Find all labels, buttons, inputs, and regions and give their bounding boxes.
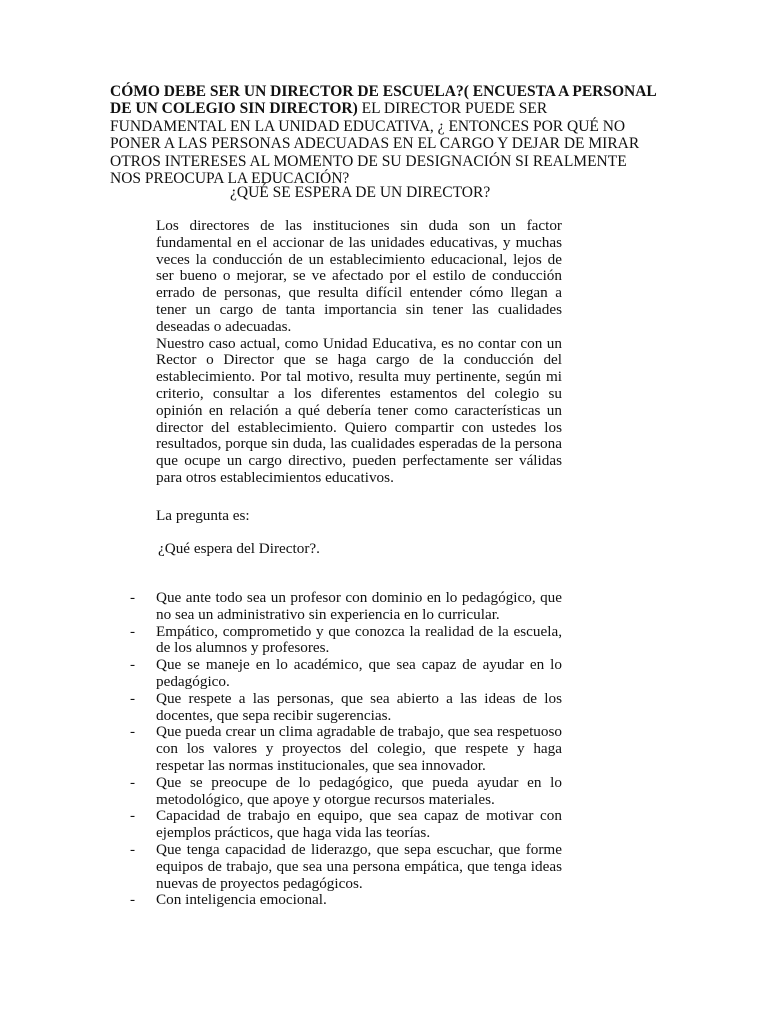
title-rest: EL DIRECTOR PUEDE SER FUNDAMENTAL EN LA UNIDAD EDUCATIVA, ¿ ENTONCES POR QUÉ NO PONER A LAS PERSONAS ADECUADAS EN EL CARGO Y DEJAR DE MIRAR OTROS INTERESES AL MOMENTO DE SU DESIGNACIÓN SI REALMENTE NOS PREOCUPA LA EDUCACIÓN? — [110, 100, 640, 188]
answer-text: Que ante todo sea un profesor con dominio en lo pedagógico, que no sea un administrativo sin experiencia en lo curricular. — [156, 589, 562, 623]
bullet-dash: - — [130, 723, 136, 741]
bullet-dash: - — [130, 773, 136, 791]
answer-text: Que respete a las personas, que sea abierto a las ideas de los docentes, que sepa recibir sugerencias. — [156, 689, 562, 724]
answer-text: Con inteligencia emocional. — [156, 891, 327, 909]
question-label: La pregunta es: — [156, 507, 250, 524]
list-item — [130, 775, 562, 809]
document-title — [110, 83, 658, 187]
answer-text: Que se maneje en lo académico, que sea capaz de ayudar en lo pedagógico. — [156, 656, 562, 690]
paragraph-2: Nuestro caso actual, como Unidad Educativa, es no contar con un Rector o Director que se haga cargo de la conducción del establecimiento. Por tal motivo, resulta muy pertinente, según mi criterio, consultar a los diferentes estamentos del colegio su opinión en relación a qué debería tener como características un director del establecimiento. Quiero compartir con ustedes los resultados, porque sin duda, las cualidades esperadas de la persona que ocupe un cargo directivo, pueden perfectamente ser válidas para otros establecimientos educativos. — [156, 334, 562, 486]
list-item — [130, 691, 562, 725]
bullet-dash: - — [130, 807, 136, 825]
answer-text: Empático, comprometido y que conozca la realidad de la escuela, de los alumnos y profesores. — [156, 622, 562, 657]
bullet-dash: - — [130, 891, 136, 909]
answer-text: Que se preocupe de lo pedagógico, que pueda ayudar en lo metodológico, que apoye y otorgue recursos materiales. — [156, 773, 562, 808]
list-item — [130, 808, 562, 842]
list-item — [130, 892, 562, 909]
section-subtitle: ¿QUÉ SE ESPERA DE UN DIRECTOR? — [230, 184, 491, 201]
list-item — [130, 657, 562, 691]
answer-text: Capacidad de trabajo en equipo, que sea capaz de motivar con ejemplos prácticos, que haga vida las teorías. — [156, 807, 562, 842]
bullet-dash: - — [130, 840, 136, 858]
paragraph-1: Los directores de las instituciones sin duda son un factor fundamental en el accionar de las unidades educativas, y muchas veces la conducción de un establecimiento educacional, lejos de ser bueno o mejorar, se ve afectado por el estilo de conducción errado de personas, que resulta difícil entender cómo llegan a tener un cargo de tanta importancia sin tener las cualidades deseadas o adecuadas. — [156, 217, 562, 335]
answer-text: Que tenga capacidad de liderazgo, que sepa escuchar, que forme equipos de trabajo, que sea una persona empática, que tenga ideas nuevas de proyectos pedagógicos. — [156, 840, 562, 892]
title-bold-part: CÓMO DEBE SER UN DIRECTOR DE ESCUELA?( ENCUESTA A PERSONAL DE UN COLEGIO SIN DIRECTOR) — [110, 83, 656, 118]
bullet-dash: - — [130, 689, 136, 707]
answer-text: Que pueda crear un clima agradable de trabajo, que sea respetuoso con los valores y proyectos del colegio, que respete y haga respetar las normas institucionales, que sea innovador. — [156, 723, 562, 774]
question-text: ¿Qué espera del Director?. — [158, 540, 320, 557]
answers-list — [130, 590, 562, 909]
list-item — [130, 842, 562, 892]
intro-body — [156, 218, 562, 487]
bullet-dash: - — [130, 622, 136, 640]
bullet-dash: - — [130, 589, 136, 606]
list-item — [130, 590, 562, 624]
list-item — [130, 624, 562, 658]
list-item — [130, 724, 562, 774]
bullet-dash: - — [130, 656, 136, 674]
